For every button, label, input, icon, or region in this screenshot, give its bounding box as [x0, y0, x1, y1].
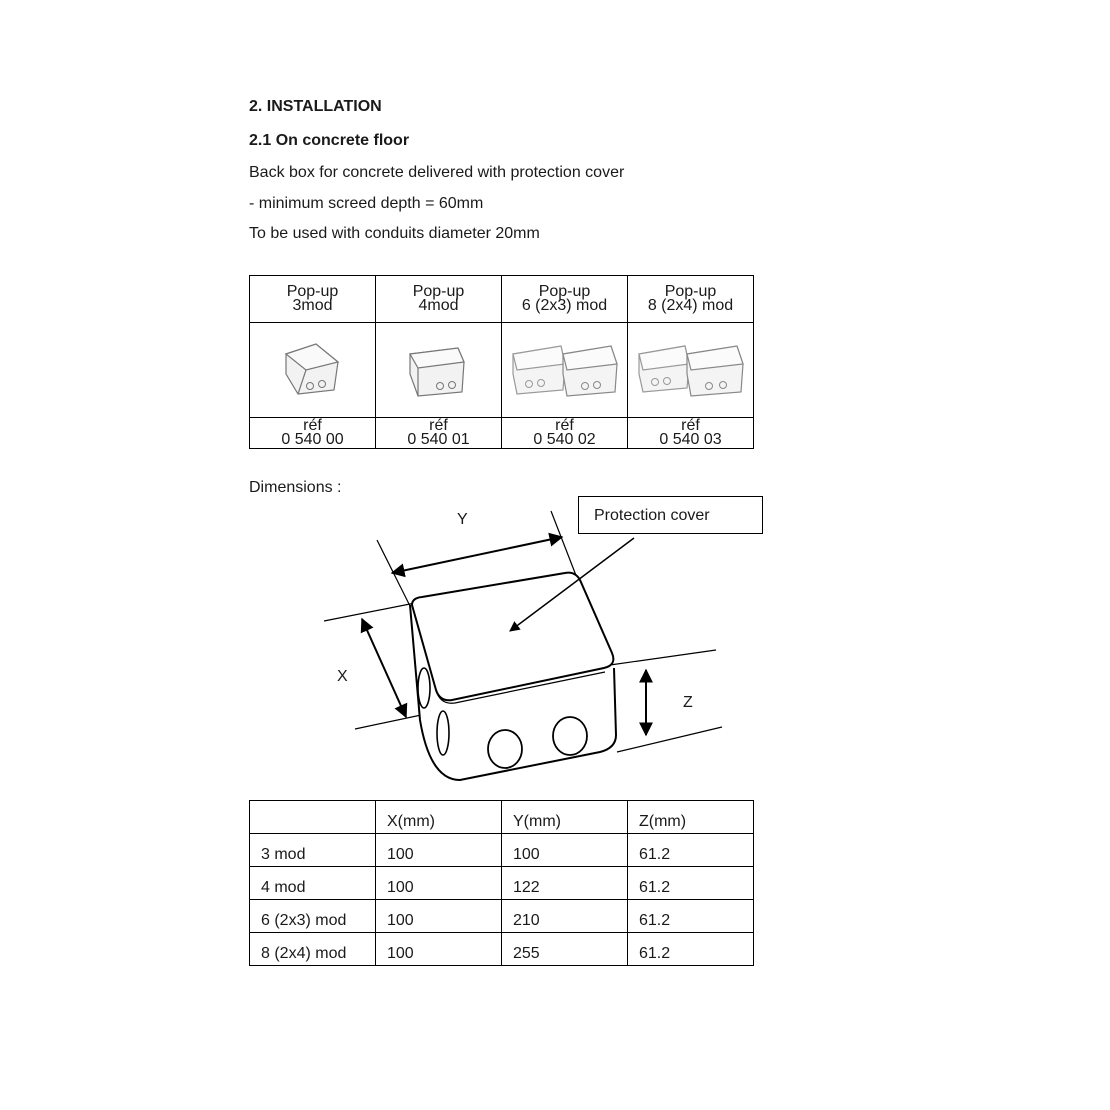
table-cell: 61.2 [628, 900, 754, 933]
table-cell: 100 [376, 900, 502, 933]
description-line: Back box for concrete delivered with protection cover [249, 164, 625, 181]
table-cell: 61.2 [628, 933, 754, 966]
subsection-title: 2.1 On concrete floor [249, 132, 410, 149]
double-box-icon [633, 334, 748, 404]
table-row [250, 900, 754, 933]
protection-cover-callout: Protection cover [578, 496, 763, 534]
dimension-y-label: Y [457, 511, 468, 528]
table-cell: 3 mod [250, 834, 376, 867]
table-row [250, 867, 754, 900]
dimension-z-label: Z [683, 694, 693, 711]
product-image-6mod [502, 323, 628, 418]
single-box-icon [278, 334, 348, 404]
dimension-x-label: X [337, 668, 348, 685]
screed-depth-line: - minimum screed depth = 60mm [249, 195, 484, 212]
table-cell: 4 mod [250, 867, 376, 900]
table-cell: 100 [376, 867, 502, 900]
table-header-cell: Z(mm) [628, 801, 754, 834]
table-cell: 100 [502, 834, 628, 867]
table-header-cell: X(mm) [376, 801, 502, 834]
product-ref-cell: réf 0 540 00 [250, 418, 376, 449]
product-image-4mod [376, 323, 502, 418]
table-header-cell: Y(mm) [502, 801, 628, 834]
table-row [250, 933, 754, 966]
products-table [249, 275, 754, 449]
conduit-line: To be used with conduits diameter 20mm [249, 225, 540, 242]
table-row [250, 834, 754, 867]
table-cell: 100 [376, 834, 502, 867]
single-box-icon [404, 334, 474, 404]
product-name-cell: Pop-up 8 (2x4) mod [628, 276, 754, 323]
table-header-row [250, 801, 754, 834]
table-cell: 6 (2x3) mod [250, 900, 376, 933]
table-cell: 8 (2x4) mod [250, 933, 376, 966]
section-title: 2. INSTALLATION [249, 98, 382, 115]
product-ref-cell: réf 0 540 03 [628, 418, 754, 449]
table-cell: 100 [376, 933, 502, 966]
product-ref-cell: réf 0 540 01 [376, 418, 502, 449]
product-name-cell: Pop-up 3mod [250, 276, 376, 323]
product-name-cell: Pop-up 6 (2x3) mod [502, 276, 628, 323]
product-name-cell: Pop-up 4mod [376, 276, 502, 323]
dimensions-table [249, 800, 754, 966]
table-cell: 61.2 [628, 867, 754, 900]
box-dimension-diagram [320, 490, 730, 790]
product-image-8mod [628, 323, 754, 418]
product-ref-cell: réf 0 540 02 [502, 418, 628, 449]
product-image-3mod [250, 323, 376, 418]
table-cell: 255 [502, 933, 628, 966]
table-header-cell [250, 801, 376, 834]
table-cell: 122 [502, 867, 628, 900]
double-box-icon [507, 334, 622, 404]
dimensions-label: Dimensions : [249, 479, 342, 496]
table-cell: 61.2 [628, 834, 754, 867]
table-cell: 210 [502, 900, 628, 933]
